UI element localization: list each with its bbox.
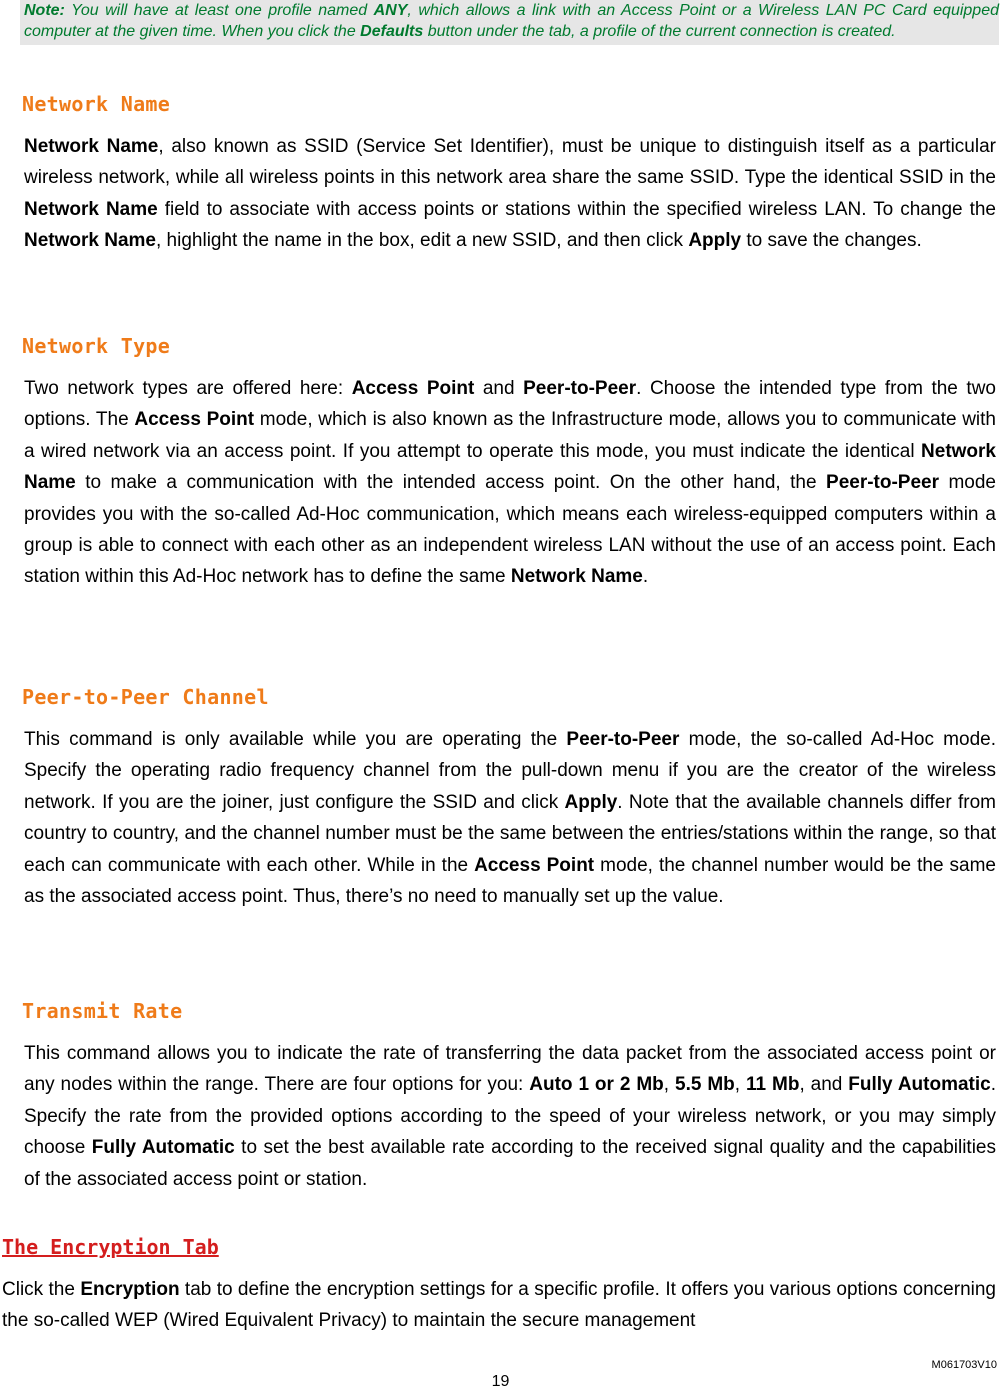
note-label: Note: xyxy=(24,2,65,19)
heading-peer-to-peer-channel: Peer-to-Peer Channel xyxy=(22,685,269,709)
paragraph-network-type: Two network types are offered here: Access Point and Peer-to-Peer. Choose the intended type from the two options. The Access Point mode, which is also known as the Infrastructure mode, allows you to communicate with a wired network via an access point. If you attempt to operate this mode, you must indicate the identical Network Name to make a communication with the intended access point. On the other hand, the Peer-to-Peer mode provides you with the so-called Ad-Hoc communication, which means each wireless-equipped computers within a group is able to connect with each other as an independent wireless LAN without the use of an access point. Each station within this Ad-Hoc network has to define the same Network Name. xyxy=(24,378,997,588)
heading-network-name: Network Name xyxy=(22,92,171,116)
page-number: 19 xyxy=(491,1373,510,1390)
note-box: Note: You will have at least one profile named ANY, which allows a link with an Access Point or a Wireless LAN PC Card equipped computer at the given time. When you click the Defaults button under the tab, a profile of the current connection is created. xyxy=(20,0,999,45)
heading-network-type: Network Type xyxy=(22,334,171,358)
paragraph-transmit-rate: This command allows you to indicate the rate of transferring the data packet from the associated access point or any nodes within the range. There are four options for you: Auto 1 or 2 Mb, 5.5 Mb, 11 Mb, and Fully Automatic. Specify the rate from the provided options according to the speed of your wireless network, or you may simply choose Fully Automatic to set the best available rate according to the received signal quality and the capabilities of the associated access point or station. xyxy=(24,1043,996,1190)
paragraph-peer-to-peer-channel: This command is only available while you are operating the Peer-to-Peer mode, the so-called Ad-Hoc mode. Specify the operating radio frequency channel from the pull-down menu if you are the creator of the wireless network. If you are the joiner, just configure the SSID and click Apply. Note that the available channels differ from country to country, and the channel number must be the same between the entries/stations within the range, so that each can communicate with each other. While in the Access Point mode, the channel number would be the same as the associated access point. Thus, there’s no need to manually set up the value. xyxy=(24,729,997,908)
heading-transmit-rate: Transmit Rate xyxy=(22,999,183,1023)
paragraph-encryption-tab: Click the Encryption tab to define the encryption settings for a specific profile. It offers you various options concerning the so-called WEP (Wired Equivalent Privacy) to maintain the secure management xyxy=(2,1279,997,1332)
document-id: M061703V10 xyxy=(931,1359,997,1371)
heading-encryption-tab: The Encryption Tab xyxy=(2,1235,219,1259)
paragraph-network-name: Network Name, also known as SSID (Service Set Identifier), must be unique to distinguish itself as a particular wireless network, while all wireless points in this network area share the same SSID. Type the identical SSID in the Network Name field to associate with access points or stations within the specified wireless LAN. To change the Network Name, highlight the name in the box, edit a new SSID, and then click Apply to save the changes. xyxy=(24,136,996,252)
